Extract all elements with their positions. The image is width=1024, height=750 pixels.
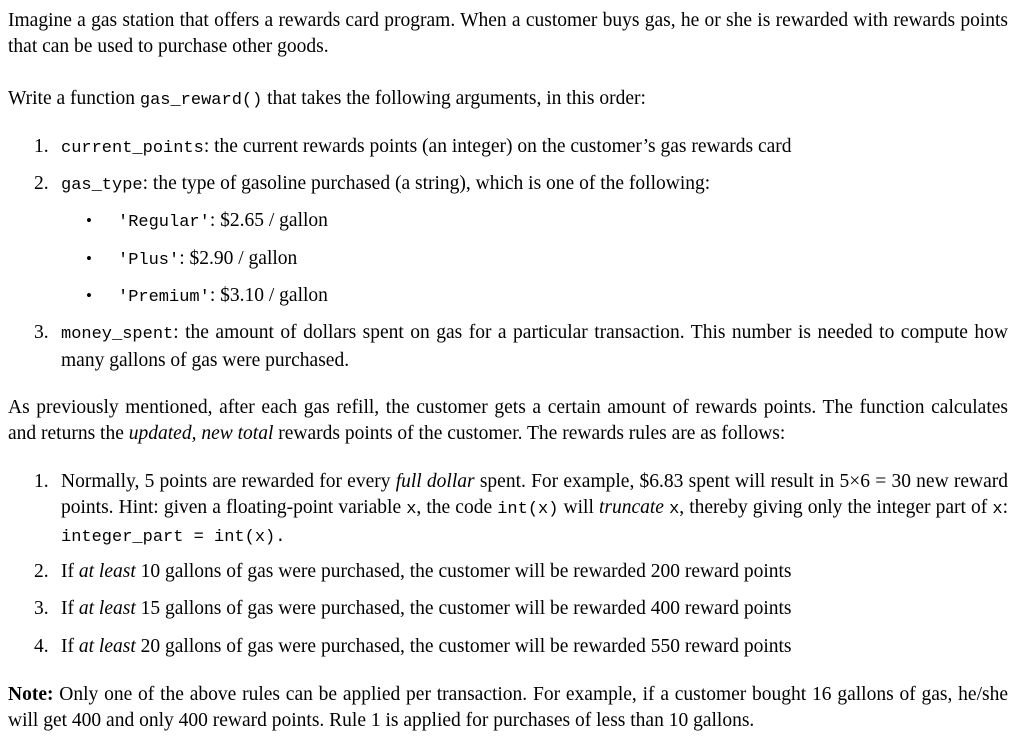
rule-text: :: [1002, 497, 1009, 518]
function-name-code: gas_reward(): [139, 91, 263, 110]
rule-text: If: [61, 598, 79, 619]
arg-code: gas_type: [61, 176, 143, 195]
rule-emphasis: truncate: [598, 497, 664, 518]
arg-code: current_points: [61, 139, 204, 158]
rule-emphasis: at least: [78, 598, 136, 619]
arg-code: money_spent: [61, 325, 174, 344]
rewards-emphasis: updated, new total: [128, 423, 274, 444]
gas-type-price: : $2.65 / gallon: [209, 210, 328, 231]
function-paragraph: [8, 86, 1008, 114]
rule-text: If: [61, 561, 79, 582]
bullet-icon: •: [86, 286, 92, 305]
bullet-icon: •: [86, 249, 92, 268]
rewards-text-end: rewards points of the customer. The rewards rules are as follows:: [273, 423, 786, 444]
gas-type-price: : $3.10 / gallon: [209, 285, 328, 306]
rule-text: , the code: [416, 497, 498, 518]
intro-text: Imagine a gas station that offers a rewards card program. When a customer buys gas, he or she is rewarded with rewards points that can be used to purchase other goods.: [8, 10, 1008, 57]
rule-text: 10 gallons of gas were purchased, the customer will be rewarded 200 reward points: [135, 561, 792, 582]
rule-text: If: [61, 636, 79, 657]
rule-code: int(x): [497, 500, 559, 519]
function-text-before: Write a function: [8, 88, 140, 109]
note-paragraph: [8, 682, 1008, 734]
note-label: Note:: [8, 684, 54, 705]
note-text: Only one of the above rules can be applied per transaction. For example, if a customer bought 16 gallons of gas, he/she will get 400 and only 400 reward points. Rule 1 is applied for purchases of less than 10 gallons.: [8, 684, 1008, 731]
rule-emphasis: at least: [78, 561, 136, 582]
rule-number: 1.: [34, 471, 49, 492]
rule-code: x: [406, 500, 417, 519]
rule-text: 20 gallons of gas were purchased, the customer will be rewarded 550 reward points: [135, 636, 792, 657]
rule-emphasis: full dollar: [395, 471, 475, 492]
rewards-text: As previously mentioned, after each gas refill, the customer gets a certain amount of rewards points. The function calculates and returns the: [8, 397, 1008, 444]
rule-number: 3.: [34, 598, 49, 619]
arg-text: : the type of gasoline purchased (a string), which is one of the following:: [142, 173, 711, 194]
gas-type-code: 'Regular': [118, 213, 210, 232]
rule-code: integer_part = int(x).: [61, 528, 286, 547]
rule-text: 15 gallons of gas were purchased, the customer will be rewarded 400 reward points: [135, 598, 792, 619]
rule-number: 4.: [34, 636, 49, 657]
function-text-after: that takes the following arguments, in this order:: [262, 88, 646, 109]
arg-number: 1.: [34, 136, 49, 157]
rule-emphasis: at least: [78, 636, 136, 657]
rule-text: spent. For example, $6.83 spent will result in 5×6 = 30 new reward points. Hint: given a floating-point variable: [61, 471, 1008, 518]
arg-text: : the amount of dollars spent on gas for a particular transaction. This number is needed to compute how many gallons of gas were purchased.: [61, 322, 1008, 371]
rule-number: 2.: [34, 561, 49, 582]
gas-type-code: 'Plus': [118, 251, 180, 270]
arg-text: : the current rewards points (an integer) on the customer’s gas rewards card: [203, 136, 792, 157]
gas-type-price: : $2.90 / gallon: [179, 248, 298, 269]
arg-number: 2.: [34, 173, 49, 194]
rule-text: , thereby giving only the integer part of: [679, 497, 993, 518]
rule-code: x: [669, 500, 680, 519]
intro-paragraph: [8, 8, 1008, 60]
rule-code: x: [992, 500, 1003, 519]
rewards-paragraph: [8, 395, 1008, 447]
rule-text: Normally, 5 points are rewarded for every: [61, 471, 396, 492]
rule-text: will: [558, 497, 599, 518]
bullet-icon: •: [86, 211, 92, 230]
arg-number: 3.: [34, 322, 49, 343]
gas-type-code: 'Premium': [118, 288, 210, 307]
